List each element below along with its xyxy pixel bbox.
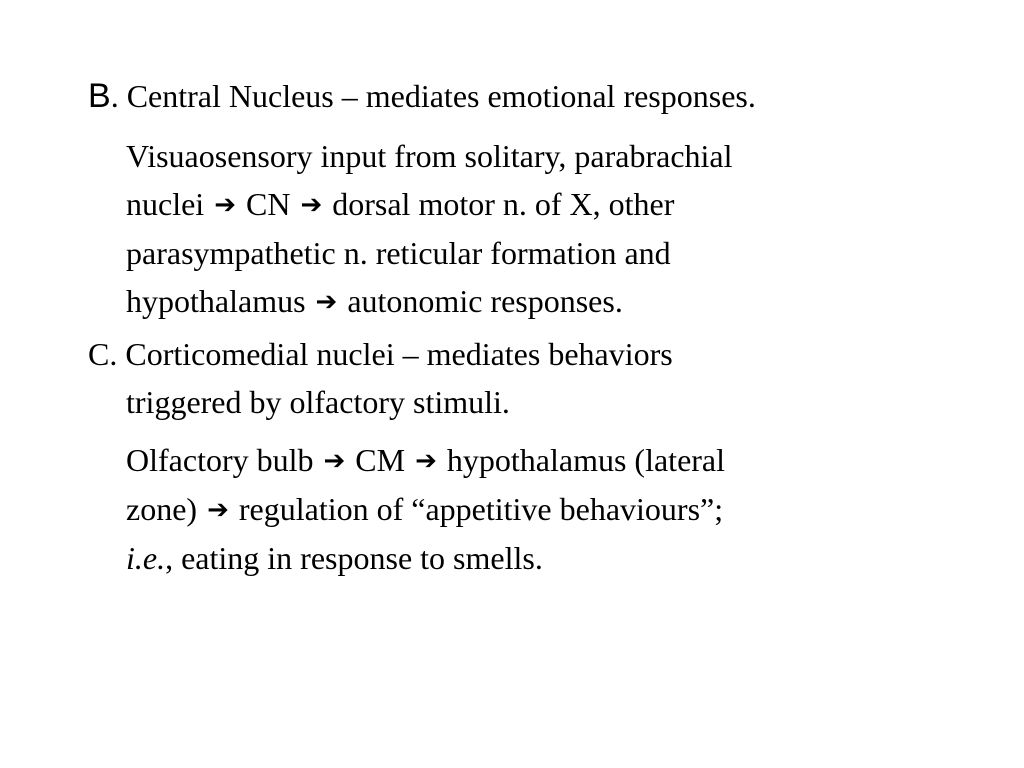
- section-b-detail-line-4: [126, 277, 986, 326]
- text-zone: zone): [126, 491, 198, 527]
- section-c-detail-line-2: [126, 485, 986, 534]
- section-c-detail-line-3: [126, 534, 986, 582]
- text-ie: i.e.: [126, 540, 166, 576]
- arrow-right-icon: ➔: [315, 287, 338, 317]
- text-cn: CN: [245, 186, 291, 222]
- section-c-detail: [126, 436, 986, 582]
- text-dorsal-motor: dorsal motor n. of X, other: [332, 186, 675, 222]
- text-hypothalamus-lateral: hypothalamus (lateral: [446, 442, 726, 478]
- text-eating: , eating in response to smells.: [165, 540, 543, 576]
- section-c-heading-line-2: triggered by olfactory stimuli.: [126, 384, 510, 420]
- section-c-detail-line-1: [126, 436, 986, 485]
- text-olfactory-bulb: Olfactory bulb: [126, 442, 314, 478]
- arrow-right-icon: ➔: [323, 446, 346, 476]
- section-b-heading-text: . Central Nucleus – mediates emotional responses.: [110, 78, 756, 114]
- text-nuclei: nuclei: [126, 186, 205, 222]
- section-c-heading: [88, 330, 948, 426]
- arrow-right-icon: ➔: [214, 190, 236, 220]
- text-regulation: regulation of “appetitive behaviours”;: [238, 491, 724, 527]
- section-b-detail-line-3: parasympathetic n. reticular formation and: [126, 235, 671, 271]
- section-b-detail-line-1: Visuaosensory input from solitary, parabrachial: [126, 138, 733, 174]
- text-hypothalamus: hypothalamus: [126, 283, 306, 319]
- text-autonomic-responses: autonomic responses.: [347, 283, 623, 319]
- section-b-heading: [88, 72, 1006, 120]
- arrow-right-icon: ➔: [300, 190, 323, 220]
- section-b-marker: B: [88, 77, 111, 115]
- arrow-right-icon: ➔: [415, 446, 437, 476]
- section-b-detail-line-2: [126, 180, 986, 229]
- section-c-heading-line-1: C. Corticomedial nuclei – mediates behaviors: [88, 336, 673, 372]
- section-b-detail: [126, 132, 986, 326]
- arrow-right-icon: ➔: [207, 495, 229, 525]
- text-cm: CM: [355, 442, 406, 478]
